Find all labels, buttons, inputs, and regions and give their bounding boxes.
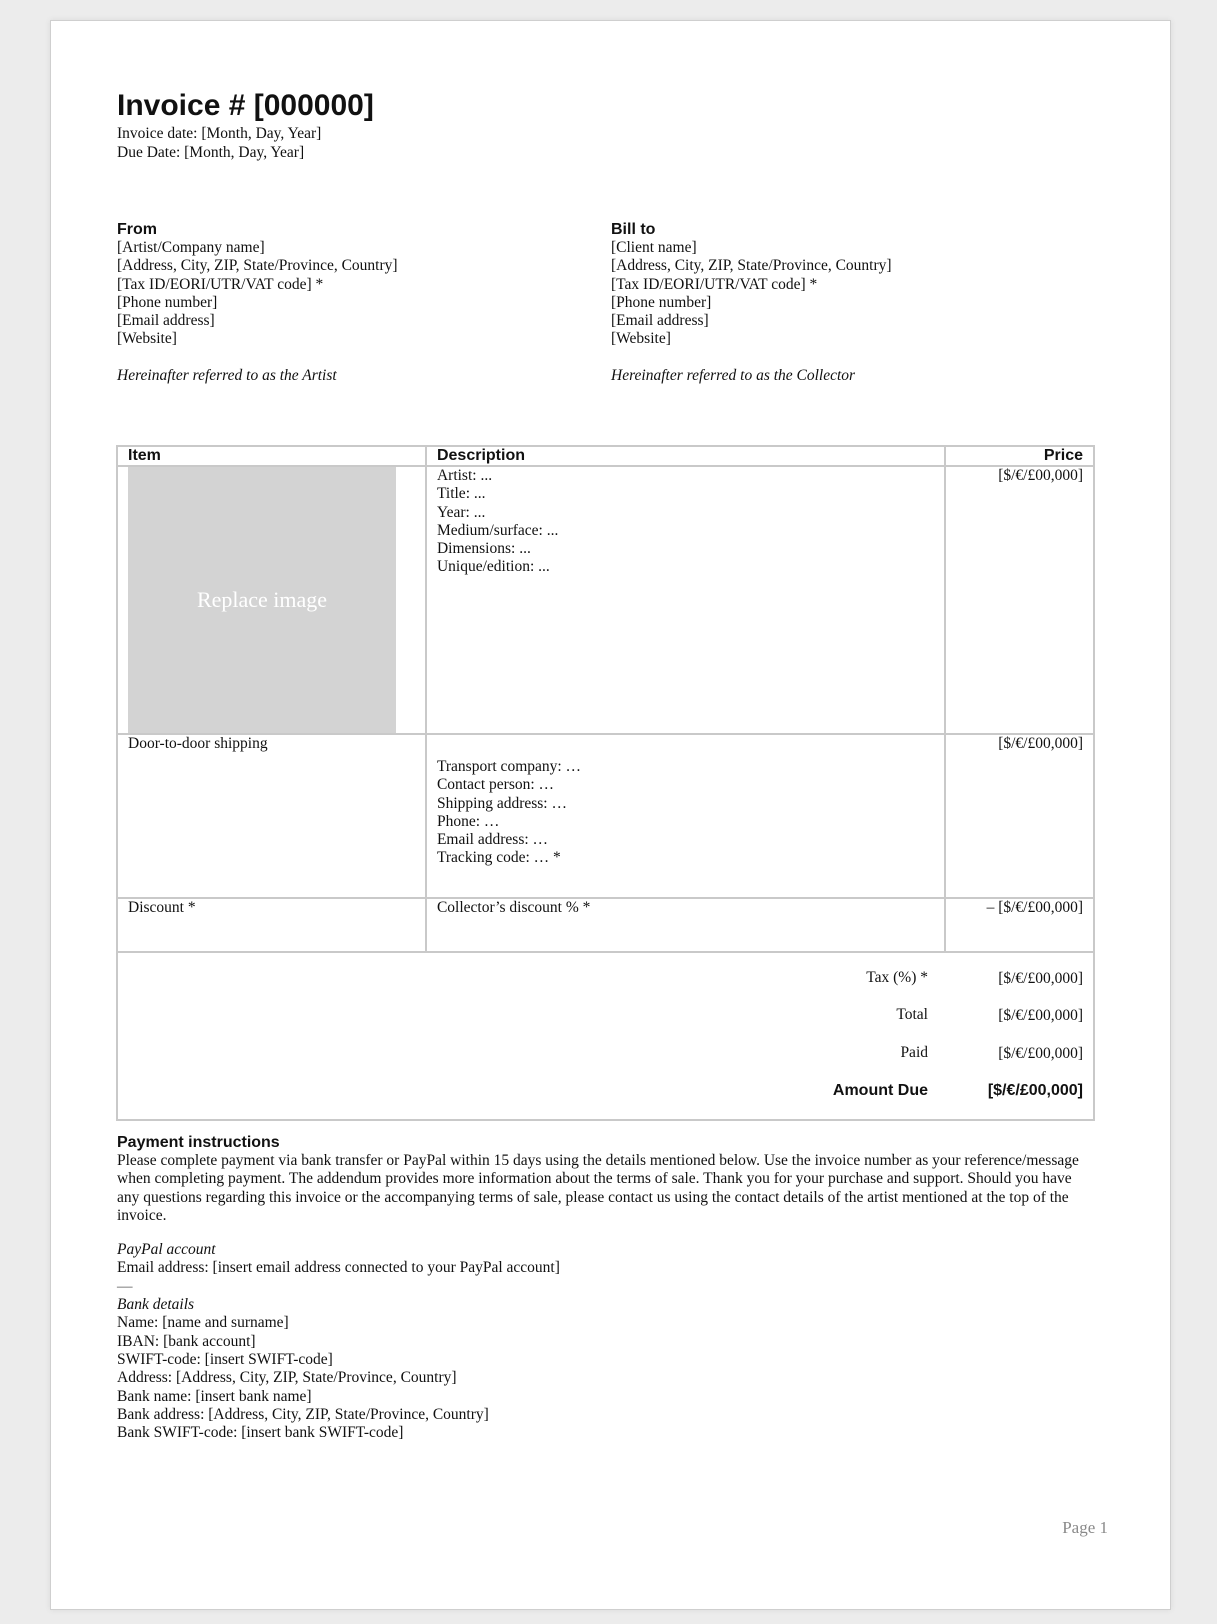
bill-to-line: [Tax ID/EORI/UTR/VAT code] * (611, 275, 818, 293)
paid-label: Paid (900, 1044, 928, 1061)
discount-item: Discount * (117, 898, 426, 952)
from-line: [Website] (117, 330, 177, 348)
amount-due-label: Amount Due (832, 1082, 928, 1099)
description-line: Email address: … (436, 831, 549, 849)
description-line: Unique/edition: ... (436, 558, 550, 576)
tax-value: [$/€/£00,000] (998, 970, 1083, 987)
description-line: Title: ... (436, 485, 486, 503)
description-line: Shipping address: … (436, 794, 567, 812)
from-line: [Phone number] (117, 293, 218, 311)
from-line: [Tax ID/EORI/UTR/VAT code] * (117, 275, 324, 293)
artwork-description (426, 466, 945, 734)
description-line: Medium/surface: ... (436, 521, 559, 539)
bank-line: Address: [Address, City, ZIP, State/Province, Country] (117, 1369, 457, 1387)
amount-due-row (118, 1082, 1093, 1102)
artwork-image-placeholder[interactable] (128, 467, 396, 733)
bill-to-block (611, 220, 892, 385)
totals-block (118, 953, 1093, 1119)
description-line: Artist: ... (436, 467, 493, 484)
bank-line: Bank name: [insert bank name] (117, 1387, 312, 1405)
table-row-discount (117, 898, 1094, 952)
paid-value: [$/€/£00,000] (998, 1045, 1083, 1062)
from-heading: From (117, 221, 157, 238)
bill-to-line: [Website] (611, 330, 671, 348)
table-row-totals (117, 952, 1094, 1120)
table-header-row (117, 446, 1094, 466)
section-separator: — (117, 1277, 133, 1295)
table-row-artwork (117, 466, 1094, 734)
description-line: Phone: … (436, 812, 500, 830)
bill-to-line: [Address, City, ZIP, State/Province, Country] (611, 257, 892, 275)
bill-to-heading: Bill to (611, 221, 656, 238)
document-page (50, 20, 1171, 1610)
bank-heading: Bank details (117, 1296, 195, 1314)
bank-line: Bank address: [Address, City, ZIP, State/Province, Country] (117, 1405, 489, 1423)
shipping-item: Door-to-door shipping (117, 734, 426, 898)
image-placeholder-label: Replace image (196, 587, 328, 612)
description-line: Contact person: … (436, 776, 555, 794)
from-block (117, 220, 398, 385)
description-line: Transport company: … (436, 758, 582, 775)
shipping-price: [$/€/£00,000] (945, 734, 1094, 898)
due-date: Due Date: [Month, Day, Year] (117, 144, 305, 161)
invoice-date: Invoice date: [Month, Day, Year] (117, 125, 322, 142)
artwork-image-cell (117, 466, 426, 734)
table-row-shipping (117, 734, 1094, 898)
header-description: Description (426, 446, 945, 466)
bill-to-line: [Client name] (611, 239, 697, 256)
payment-heading: Payment instructions (117, 1134, 280, 1151)
bank-line: Name: [name and surname] (117, 1314, 289, 1332)
artwork-price: [$/€/£00,000] (945, 466, 1094, 734)
shipping-description (426, 734, 945, 898)
description-line: Tracking code: … * (436, 849, 561, 867)
bank-line: SWIFT-code: [insert SWIFT-code] (117, 1350, 333, 1368)
tax-label: Tax (%) * (866, 969, 928, 986)
header-item: Item (117, 446, 426, 466)
discount-price: – [$/€/£00,000] (945, 898, 1094, 952)
payment-body: Please complete payment via bank transfer or PayPal within 15 days using the details mentioned below. Use the invoice number as your reference/message when completing payment. The addendum provides more information about the terms of sale. Thank you for your purchase and support. Should you have any questions regarding this invoice or the accompanying terms of sale, please contact us using the contact details of the artist mentioned at the top of the invoice. (117, 1152, 1079, 1224)
totals-cell (117, 952, 1094, 1120)
bill-to-line: [Email address] (611, 312, 709, 330)
tax-row (118, 969, 1093, 989)
page-number: Page 1 (1062, 1518, 1108, 1537)
from-line: [Artist/Company name] (117, 239, 265, 256)
bill-to-reference: Hereinafter referred to as the Collector (611, 366, 856, 384)
paypal-email: Email address: [insert email address connected to your PayPal account] (117, 1259, 560, 1277)
description-line: Year: ... (436, 503, 486, 521)
paypal-heading: PayPal account (117, 1241, 216, 1259)
total-value: [$/€/£00,000] (998, 1007, 1083, 1024)
total-label: Total (896, 1006, 928, 1023)
bill-to-line: [Phone number] (611, 293, 712, 311)
from-line: [Address, City, ZIP, State/Province, Country] (117, 257, 398, 275)
paid-row (118, 1044, 1093, 1064)
amount-due-value: [$/€/£00,000] (987, 1082, 1083, 1099)
payment-instructions (117, 1133, 1097, 1442)
header-price: Price (945, 446, 1094, 466)
invoice-items-table (116, 445, 1095, 1121)
from-reference: Hereinafter referred to as the Artist (117, 366, 337, 384)
from-line: [Email address] (117, 312, 215, 330)
bank-line: Bank SWIFT-code: [insert bank SWIFT-code] (117, 1424, 404, 1442)
invoice-dates (117, 124, 321, 162)
total-row (118, 1006, 1093, 1026)
bank-line: IBAN: [bank account] (117, 1332, 256, 1350)
invoice-title: Invoice # [000000] (117, 89, 374, 122)
discount-description: Collector’s discount % * (426, 898, 945, 952)
description-line: Dimensions: ... (436, 540, 531, 558)
